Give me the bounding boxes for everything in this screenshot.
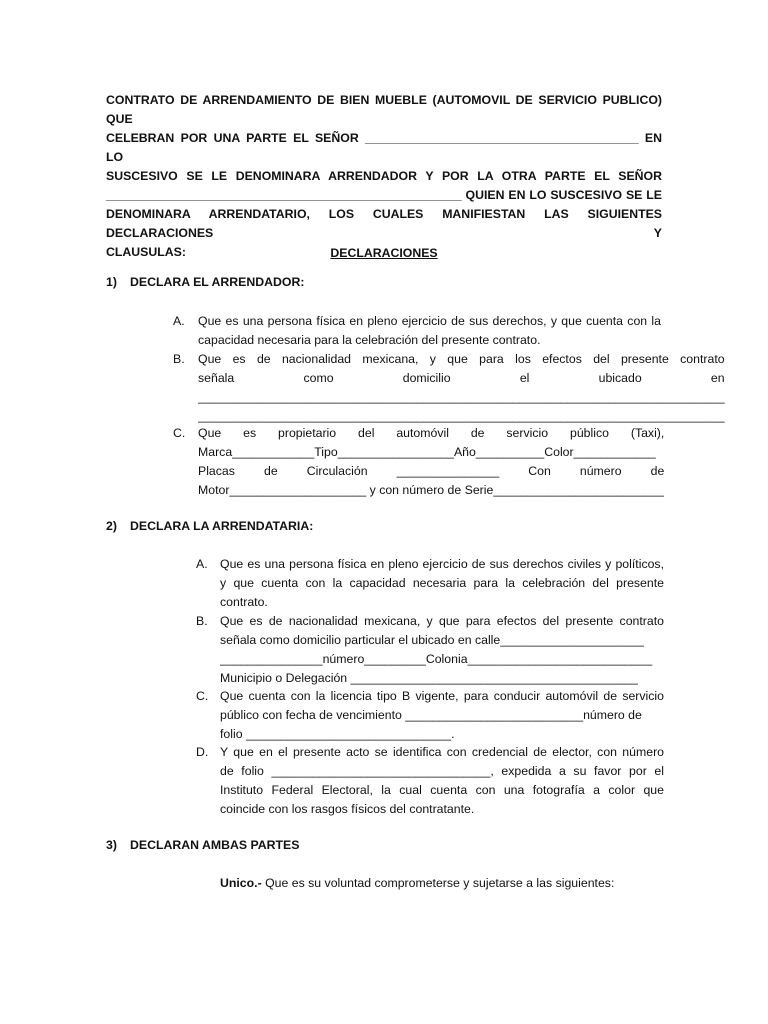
declaraciones-heading: DECLARACIONES xyxy=(330,246,438,260)
item-line: de folio ________________________________, expedida a su favor por el xyxy=(220,764,664,778)
item-line: Y que en el presente acto se identifica con credencial de elector, con número xyxy=(220,745,664,759)
license-fields-line: folio ______________________________. xyxy=(220,727,455,741)
item-letter: C. xyxy=(173,426,186,440)
item-text xyxy=(220,555,664,612)
arrendador-item-a xyxy=(173,312,661,350)
address-fields-line: Municipio o Delegación __________________________________________ xyxy=(220,671,638,685)
section-number: 3) xyxy=(106,838,117,852)
vehicle-fields-line: Motor____________________ y con número de Serie_________________________ xyxy=(198,483,665,497)
address-fields-line: _______________número_________Colonia___________________________ xyxy=(220,652,653,666)
arrendador-item-b xyxy=(173,350,725,426)
unico-text: Que es su voluntad comprometerse y sujetarse a las siguientes: xyxy=(261,876,615,890)
arrendataria-item-d xyxy=(196,743,664,819)
item-line: Placas de Circulación _______________ Con número de xyxy=(198,464,665,478)
title-line: DENOMINARA ARRENDATARIO, LOS CUALES MANIFIESTAN LAS SIGUIENTES DECLARACIONES Y xyxy=(106,207,662,240)
item-line: capacidad necesaria para la celebración del presente contrato. xyxy=(198,333,541,347)
item-text xyxy=(220,743,664,819)
item-line: Que es una persona física en pleno ejercicio de sus derechos civiles y políticos, xyxy=(220,557,664,571)
item-letter: D. xyxy=(196,745,209,759)
arrendataria-item-b xyxy=(196,612,664,688)
section-title: DECLARAN AMBAS PARTES xyxy=(130,838,300,852)
title-line: CLAUSULAS: xyxy=(106,245,186,259)
item-line: Que es propietario del automóvil de servicio público (Taxi), xyxy=(198,426,665,440)
item-line: coincide con los rasgos físicos del contratante. xyxy=(220,802,475,816)
section-number: 1) xyxy=(106,275,117,289)
unico-label: Unico.- xyxy=(220,876,262,890)
item-letter: A. xyxy=(196,557,208,571)
license-fields-line: público con fecha de vencimiento __________________________número de xyxy=(220,708,642,722)
address-fields-line: señala como domicilio particular el ubicado en calle_____________________ xyxy=(220,633,644,647)
arrendataria-item-a xyxy=(196,555,664,612)
title-line: CONTRATO DE ARRENDAMIENTO DE BIEN MUEBLE (AUTOMOVIL DE SERVICIO PUBLICO) QUE xyxy=(106,93,662,126)
item-text xyxy=(198,350,725,426)
title-line: SUSCESIVO SE LE DENOMINARA ARRENDADOR Y POR LA OTRA PARTE EL SEÑOR xyxy=(106,169,662,183)
item-line: y que cuenta con la capacidad necesaria para la celebración del presente xyxy=(220,576,664,590)
item-letter: B. xyxy=(196,614,208,628)
item-line: Que es de nacionalidad mexicana, y que para los efectos del presente contrato xyxy=(198,352,725,366)
arrendador-item-c xyxy=(173,424,665,500)
address-blank-line: _____________________________________________________________________________ xyxy=(198,390,725,404)
item-line: Que es una persona física en pleno ejercicio de sus derechos, y que cuenta con la xyxy=(198,314,661,328)
title-line: ____________________________________________________ QUIEN EN LO SUSCESIVO SE LE xyxy=(106,188,662,202)
item-line: contrato. xyxy=(220,595,268,609)
section-2-heading xyxy=(106,517,313,536)
item-letter: A. xyxy=(173,314,185,328)
item-letter: B. xyxy=(173,352,185,366)
contract-title xyxy=(106,91,662,262)
item-text xyxy=(220,612,664,688)
item-text xyxy=(220,687,664,744)
item-line: Instituto Federal Electoral, la cual cuenta con una fotografía a color que xyxy=(220,783,664,797)
section-number: 2) xyxy=(106,519,117,533)
address-blank-line: _____________________________________________________________________________ xyxy=(198,409,725,423)
item-letter: C. xyxy=(196,689,209,703)
title-line: CELEBRAN POR UNA PARTE EL SEÑOR ________________________________________ EN LO xyxy=(106,131,662,164)
vehicle-fields-line: Marca____________Tipo_________________Año__________Color____________ xyxy=(198,445,656,459)
section-title: DECLARA LA ARRENDATARIA: xyxy=(130,519,314,533)
item-line: Que es de nacionalidad mexicana, y que para efectos del presente contrato xyxy=(220,614,664,628)
item-text xyxy=(198,424,664,500)
section-title: DECLARA EL ARRENDADOR: xyxy=(130,275,305,289)
item-text xyxy=(198,312,661,350)
section-3-heading xyxy=(106,836,299,855)
section-1-heading xyxy=(106,273,304,292)
item-line: señala como domicilio el ubicado en xyxy=(198,371,725,385)
item-line: Que cuenta con la licencia tipo B vigente, para conducir automóvil de servicio xyxy=(220,689,664,703)
unico-declaration xyxy=(220,874,614,893)
arrendataria-item-c xyxy=(196,687,664,744)
